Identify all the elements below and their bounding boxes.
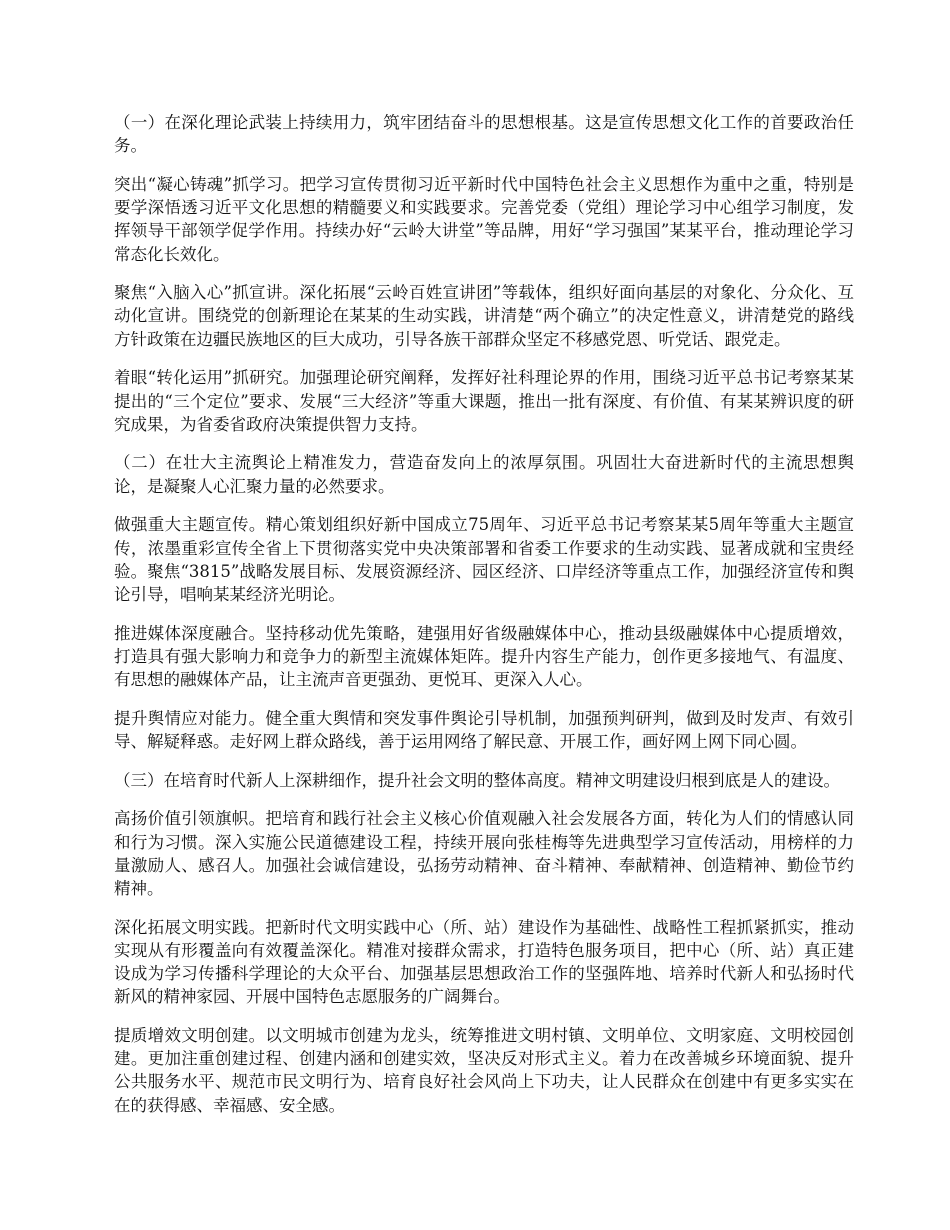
paragraph-heading-3: （三）在培育时代新人上深耕细作，提升社会文明的整体高度。精神文明建设归根到底是人的建设。 (114, 770, 840, 790)
document-body (114, 111, 854, 1132)
paragraph-heading-1: （一）在深化理论武装上持续用力，筑牢团结奋斗的思想根基。这是宣传思想文化工作的首要政治任务。 (114, 113, 854, 156)
paragraph-lecture: 聚焦“入脑入心”抓宣讲。深化拓展“云岭百姓宣讲团”等载体，组织好面向基层的对象化、分众化、互动化宣讲。围绕党的创新理论在某某的生动实践，讲清楚“两个确立”的决定性意义，讲清楚党的路线方针政策在边疆民族地区的巨大成功，引导各族干部群众坚定不移感党恩、听党话、跟党走。 (114, 283, 854, 349)
paragraph-public-opinion: 提升舆情应对能力。健全重大舆情和突发事件舆论引导机制，加强预判研判，做到及时发声、有效引导、解疑释惑。走好网上群众路线，善于运用网络了解民意、开展工作，画好网上网下同心圆。 (114, 708, 854, 751)
paragraph-value-guidance: 高扬价值引领旗帜。把培育和践行社会主义核心价值观融入社会发展各方面，转化为人们的情感认同和行为习惯。深入实施公民道德建设工程，持续开展向张桂梅等先进典型学习宣传活动，用榜样的力量激励人、感召人。加强社会诚信建设，弘扬劳动精神、奋斗精神、奉献精神、创造精神、勤俭节约精神。 (114, 809, 854, 898)
paragraph-media-integration: 推进媒体深度融合。坚持移动优先策略，建强用好省级融媒体中心，推动县级融媒体中心提质增效，打造具有强大影响力和竞争力的新型主流媒体矩阵。提升内容生产能力，创作更多接地气、有温度、有思想的融媒体产品，让主流声音更强劲、更悦耳、更深入人心。 (114, 623, 854, 690)
paragraph-theme-publicity: 做强重大主题宣传。精心策划组织好新中国成立75周年、习近平总书记考察某某5周年等重大主题宣传，浓墨重彩宣传全省上下贯彻落实党中央决策部署和省委工作要求的生动实践、显著成就和宝贵经验。聚焦“3815”战略发展目标、发展资源经济、园区经济、口岸经济等重点工作，加强经济宣传和舆论引导，唱响某某经济光明论。 (114, 515, 854, 604)
paragraph-heading-2: （二）在壮大主流舆论上精准发力，营造奋发向上的浓厚氛围。巩固壮大奋进新时代的主流思想舆论，是凝聚人心汇聚力量的必然要求。 (114, 453, 854, 496)
paragraph-civilization-creation: 提质增效文明创建。以文明城市创建为龙头，统筹推进文明村镇、文明单位、文明家庭、文明校园创建。更加注重创建过程、创建内涵和创建实效，坚决反对形式主义。着力在改善城乡环境面貌、提升公共服务水平、规范市民文明行为、培育良好社会风尚上下功夫，让人民群众在创建中有更多实实在在的获得感、幸福感、安全感。 (114, 1026, 854, 1115)
paragraph-research: 着眼“转化运用”抓研究。加强理论研究阐释，发挥好社科理论界的作用，围绕习近平总书记考察某某提出的“三个定位”要求、发展“三大经济”等重大课题，推出一批有深度、有价值、有某某辨识度的研究成果，为省委省政府决策提供智力支持。 (114, 368, 854, 434)
paragraph-civilization-practice: 深化拓展文明实践。把新时代文明实践中心（所、站）建设作为基础性、战略性工程抓紧抓实，推动实现从有形覆盖向有效覆盖深化。精准对接群众需求，打造特色服务项目，把中心（所、站）真正建设成为学习传播科学理论的大众平台、加强基层思想政治工作的坚强阵地、培养时代新人和弘扬时代新风的精神家园、开展中国特色志愿服务的广阔舞台。 (114, 917, 854, 1007)
paragraph-study: 突出“凝心铸魂”抓学习。把学习宣传贯彻习近平新时代中国特色社会主义思想作为重中之重，特别是要学深悟透习近平文化思想的精髓要义和实践要求。完善党委（党组）理论学习中心组学习制度，发挥领导干部领学促学作用。持续办好“云岭大讲堂”等品牌，用好“学习强国”某某平台，推动理论学习常态化长效化。 (114, 174, 854, 264)
